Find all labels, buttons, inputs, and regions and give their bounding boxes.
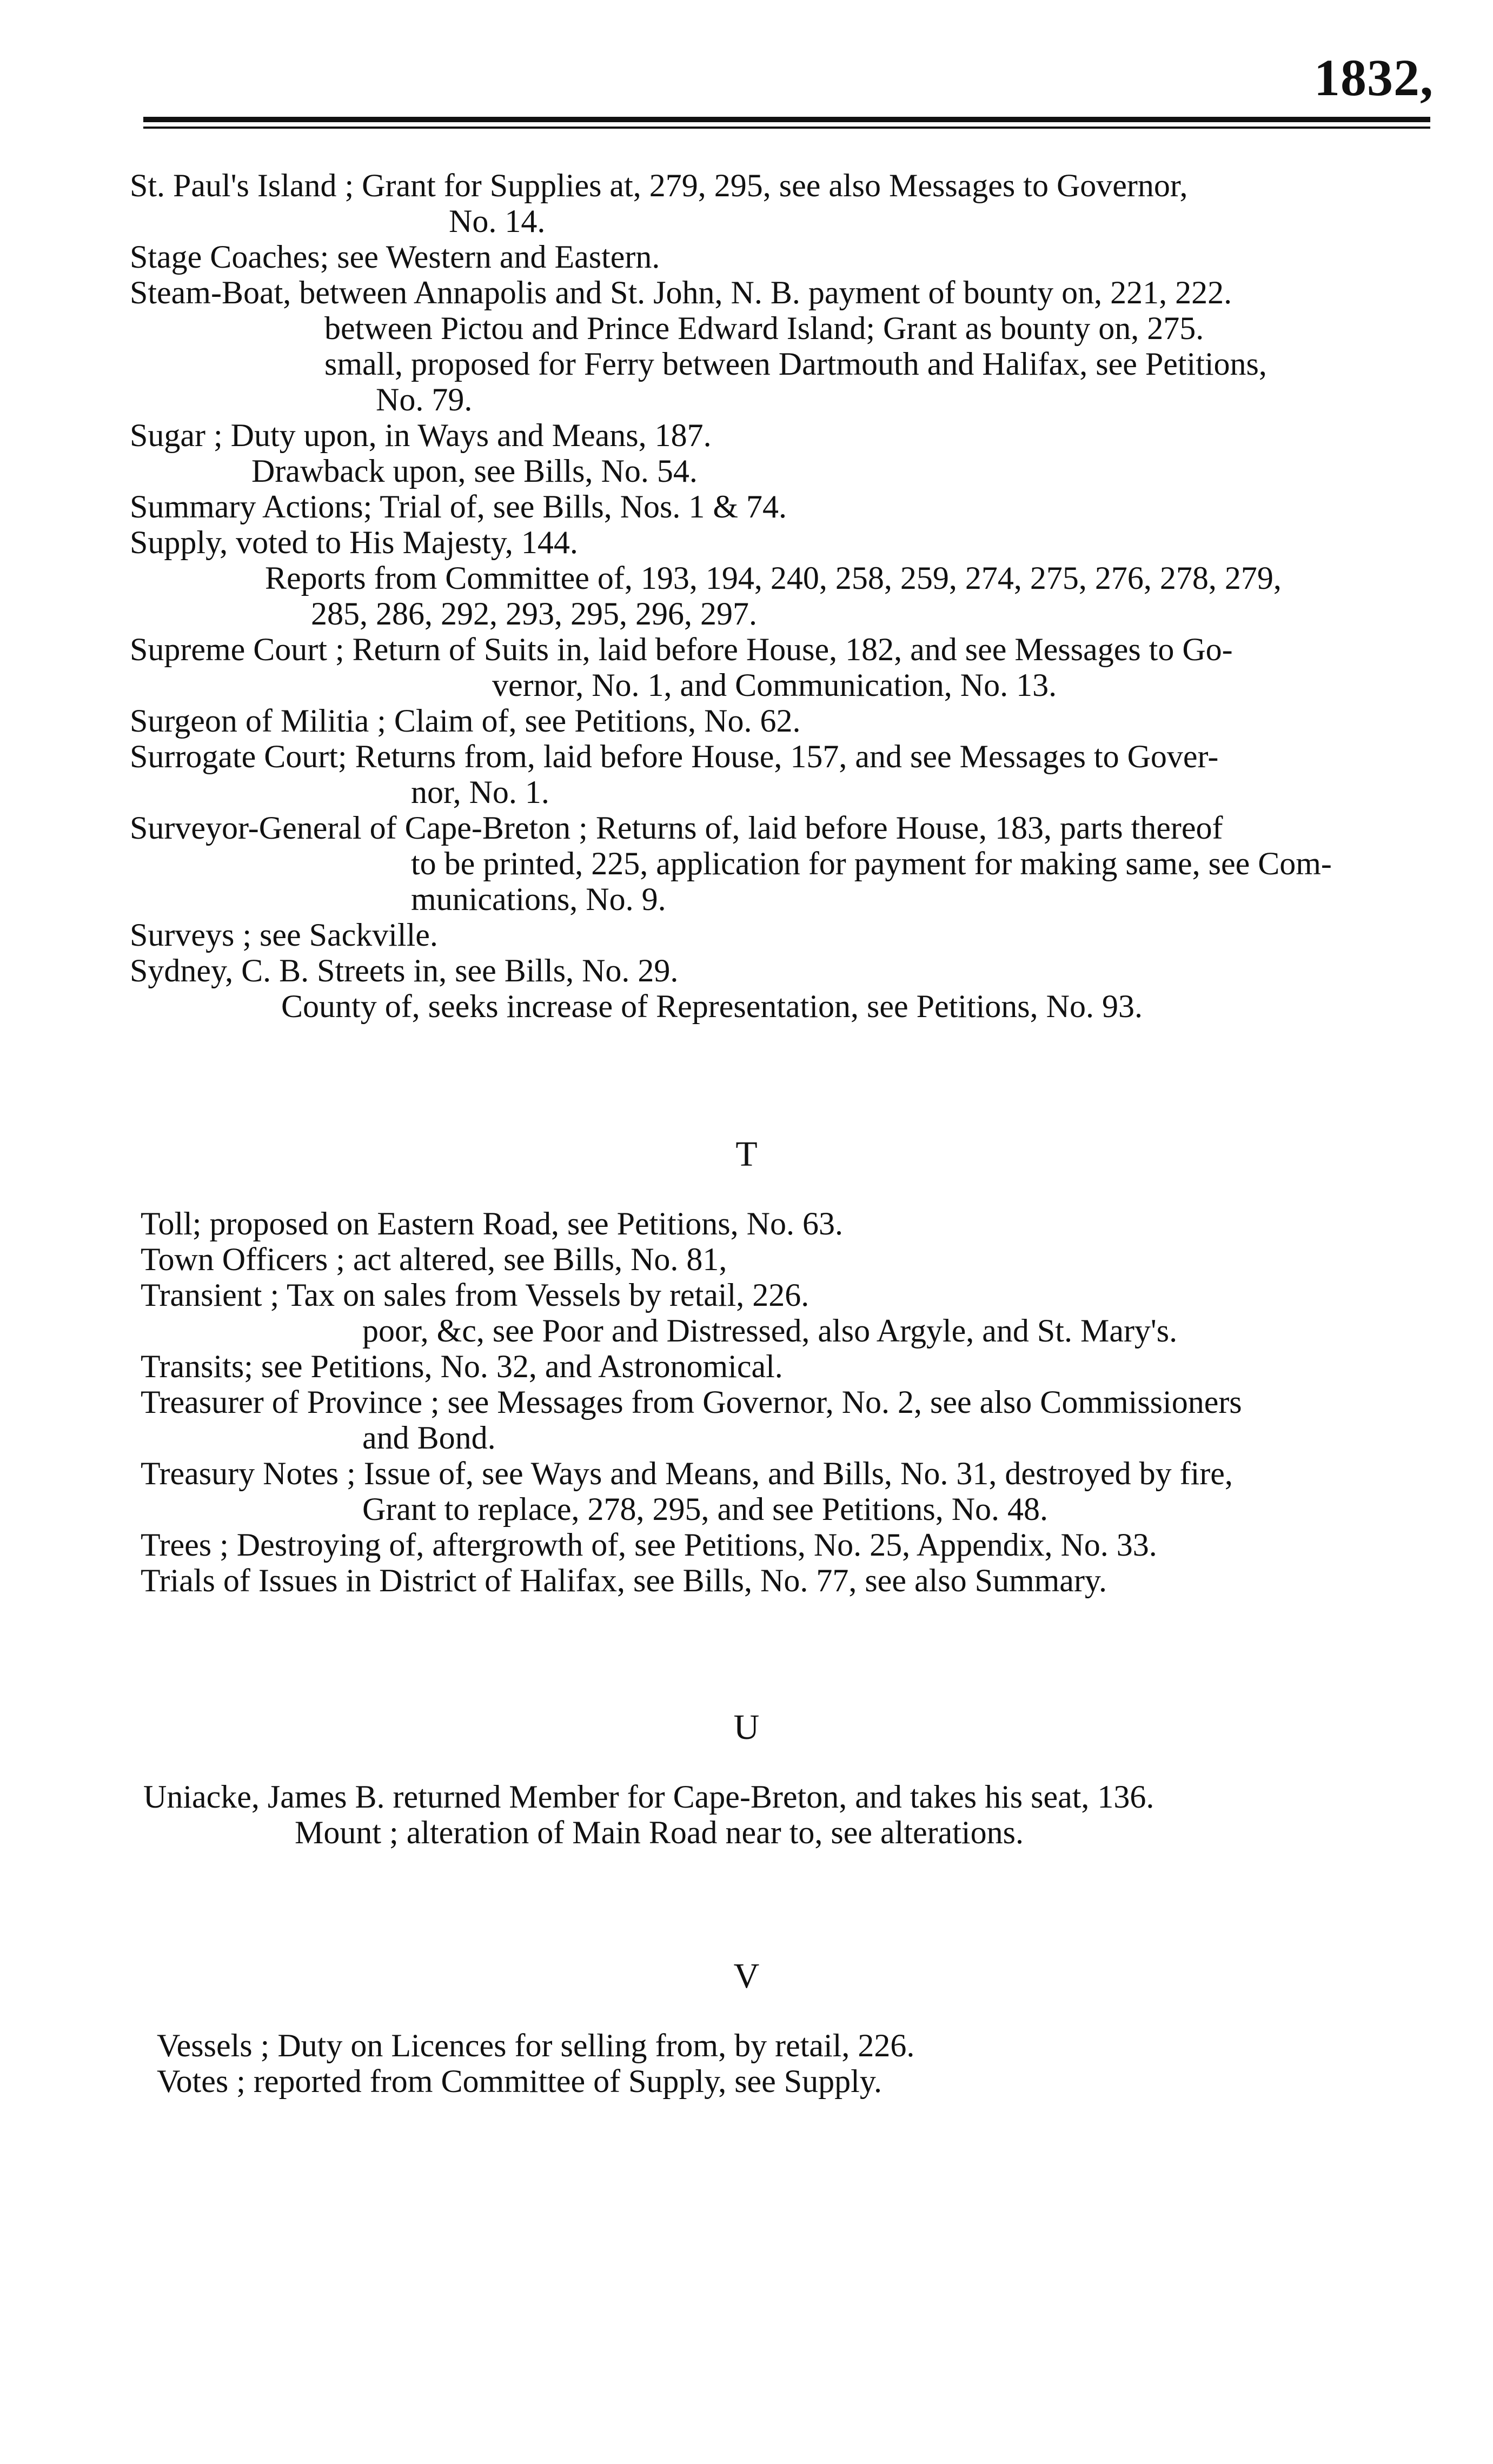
index-line: Drawback upon, see Bills, No. 54. bbox=[251, 453, 698, 489]
index-line: No. 14. bbox=[449, 203, 546, 239]
index-line: Sugar ; Duty upon, in Ways and Means, 187. bbox=[130, 417, 712, 453]
index-line: County of, seeks increase of Representation, see Petitions, No. 93. bbox=[281, 988, 1143, 1024]
index-line: Treasury Notes ; Issue of, see Ways and Means, and Bills, No. 31, destroyed by fire, bbox=[141, 1456, 1233, 1491]
index-line: Stage Coaches; see Western and Eastern. bbox=[130, 239, 660, 275]
index-line: Sydney, C. B. Streets in, see Bills, No. 29. bbox=[130, 953, 679, 988]
index-line: Summary Actions; Trial of, see Bills, Nos. 1 & 74. bbox=[130, 489, 787, 524]
section-heading-t: T bbox=[735, 1134, 758, 1174]
index-line: Uniacke, James B. returned Member for Cape-Breton, and takes his seat, 136. bbox=[143, 1779, 1154, 1815]
index-line: Toll; proposed on Eastern Road, see Petitions, No. 63. bbox=[141, 1206, 843, 1241]
section-heading-u: U bbox=[733, 1708, 760, 1747]
index-line: and Bond. bbox=[362, 1420, 496, 1456]
index-line: nor, No. 1. bbox=[411, 774, 549, 810]
index-line: Transient ; Tax on sales from Vessels by retail, 226. bbox=[141, 1277, 809, 1313]
index-line: Reports from Committee of, 193, 194, 240, 258, 259, 274, 275, 276, 278, 279, bbox=[265, 560, 1282, 596]
index-line: Mount ; alteration of Main Road near to, see alterations. bbox=[295, 1815, 1024, 1850]
index-line: vernor, No. 1, and Communication, No. 13. bbox=[492, 667, 1057, 703]
index-line: Town Officers ; act altered, see Bills, No. 81, bbox=[141, 1241, 727, 1277]
index-line: small, proposed for Ferry between Dartmouth and Halifax, see Petitions, bbox=[324, 346, 1267, 382]
index-line: to be printed, 225, application for payment for making same, see Com- bbox=[411, 846, 1332, 881]
index-line: Surveyor-General of Cape-Breton ; Returns of, laid before House, 183, parts thereof bbox=[130, 810, 1223, 846]
index-line: Surgeon of Militia ; Claim of, see Petitions, No. 62. bbox=[130, 703, 801, 739]
index-line: Trees ; Destroying of, aftergrowth of, see Petitions, No. 25, Appendix, No. 33. bbox=[141, 1527, 1157, 1563]
index-line: Steam-Boat, between Annapolis and St. John, N. B. payment of bounty on, 221, 222. bbox=[130, 275, 1232, 310]
index-line: Transits; see Petitions, No. 32, and Astronomical. bbox=[141, 1349, 783, 1384]
index-line: between Pictou and Prince Edward Island; Grant as bounty on, 275. bbox=[324, 310, 1204, 346]
page-year: 1832, bbox=[1314, 49, 1434, 107]
index-line: Treasurer of Province ; see Messages from Governor, No. 2, see also Commissioners bbox=[141, 1384, 1242, 1420]
index-line: St. Paul's Island ; Grant for Supplies at, 279, 295, see also Messages to Governor, bbox=[130, 168, 1188, 203]
index-line: poor, &c, see Poor and Distressed, also Argyle, and St. Mary's. bbox=[362, 1313, 1178, 1349]
index-line: Votes ; reported from Committee of Supply, see Supply. bbox=[157, 2063, 882, 2099]
section-heading-v: V bbox=[733, 1956, 760, 1996]
index-line: Supply, voted to His Majesty, 144. bbox=[130, 524, 578, 560]
index-line: Supreme Court ; Return of Suits in, laid before House, 182, and see Messages to Go- bbox=[130, 632, 1233, 667]
index-line: Vessels ; Duty on Licences for selling from, by retail, 226. bbox=[157, 2028, 915, 2063]
index-line: Trials of Issues in District of Halifax, see Bills, No. 77, see also Summary. bbox=[141, 1563, 1107, 1598]
index-line: Surveys ; see Sackville. bbox=[130, 917, 438, 953]
index-line: Grant to replace, 278, 295, and see Petitions, No. 48. bbox=[362, 1491, 1049, 1527]
index-line: munications, No. 9. bbox=[411, 881, 666, 917]
index-line: Surrogate Court; Returns from, laid before House, 157, and see Messages to Gover- bbox=[130, 739, 1219, 774]
index-line: 285, 286, 292, 293, 295, 296, 297. bbox=[311, 596, 757, 632]
index-line: No. 79. bbox=[376, 382, 473, 417]
